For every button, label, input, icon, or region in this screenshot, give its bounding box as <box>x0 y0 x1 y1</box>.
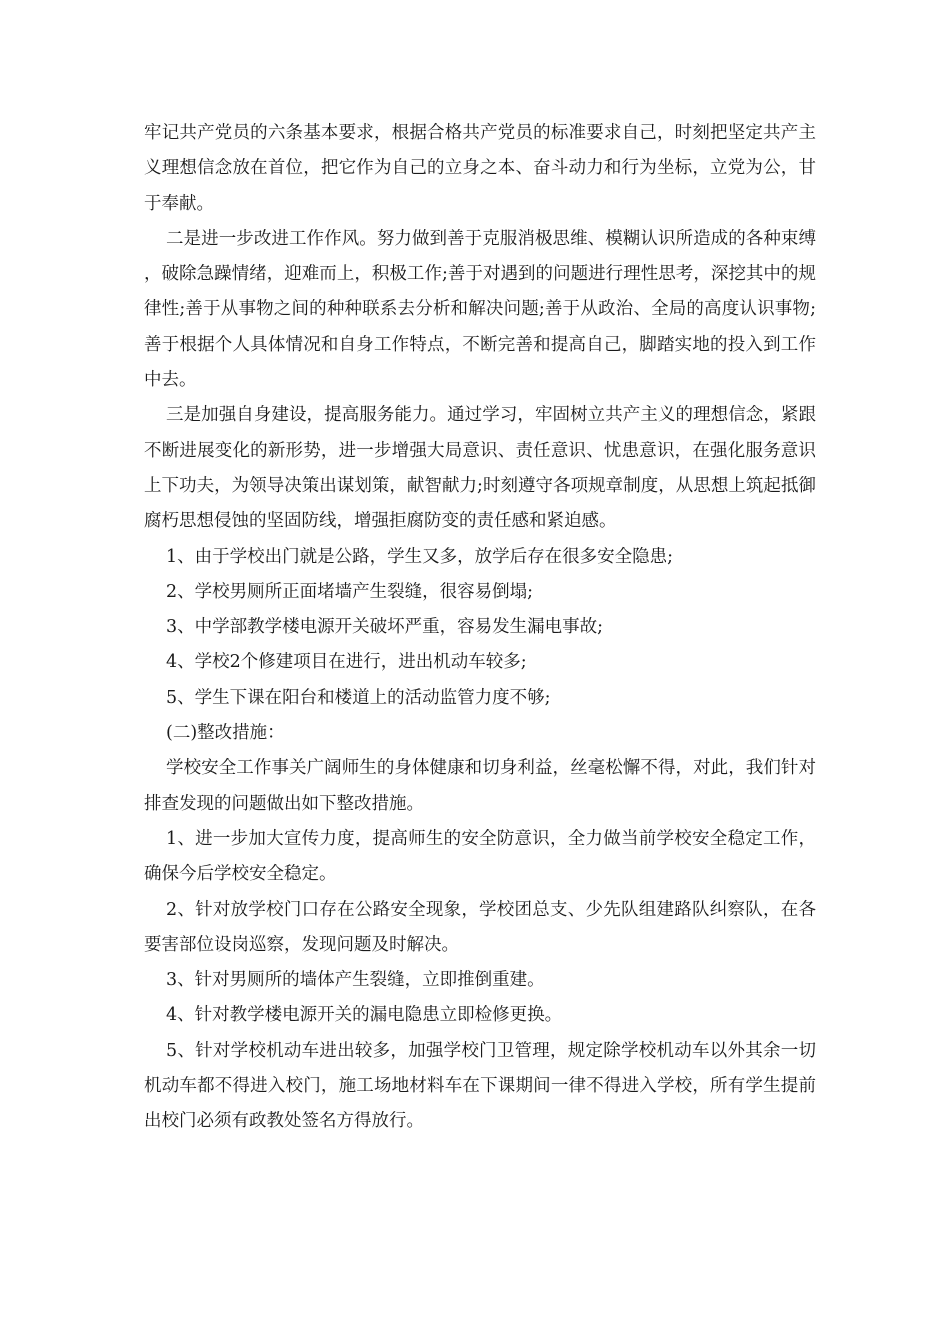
hazard-item-2: 2、学校男厕所正面堵墙产生裂缝，很容易倒塌; <box>166 581 534 602</box>
paragraph-self-building: 三是加强自身建设，提高服务能力。通过学习，牢固树立共产主义的理想信念，紧跟不断进展变化的新形势，进一步增强大局意识、责任意识、忧患意识，在强化服务意识上下功夫，为领导决策出谋划策，献智献力;时刻遵守各项规章制度，从思想上筑起抵御腐朽思想侵蚀的坚固防线，增强拒腐防变的责任感和紧迫感。 <box>144 405 816 532</box>
hazard-item-4: 4、学校2个修建项目在进行，进出机动车较多; <box>166 652 527 673</box>
paragraph-measures-intro: 学校安全工作事关广阔师生的身体健康和切身利益，丝毫松懈不得，对此，我们针对排查发现的问题做出如下整改措施。 <box>144 758 816 814</box>
measure-item-1: 1、进一步加大宣传力度，提高师生的安全防意识，全力做当前学校安全稳定工作，确保今后学校安全稳定。 <box>144 828 816 885</box>
measure-item-5: 5、针对学校机动车进出较多，加强学校门卫管理，规定除学校机动车以外其余一切机动车都不得进入校门，施工场地材料车在下课期间一律不得进入学校，所有学生提前出校门必须有政教处签名方得放行。 <box>144 1040 816 1132</box>
measure-item-3: 3、针对男厕所的墙体产生裂缝，立即推倒重建。 <box>166 970 545 991</box>
hazard-item-1: 1、由于学校出门就是公路，学生又多，放学后存在很多安全隐患; <box>166 546 674 567</box>
measure-item-4: 4、针对教学楼电源开关的漏电隐患立即检修更换。 <box>166 1005 563 1026</box>
paragraph-party-requirements: 牢记共产党员的六条基本要求，根据合格共产党员的标准要求自己，时刻把坚定共产主义理想信念放在首位，把它作为自己的立身之本、奋斗动力和行为坐标，立党为公，甘于奉献。 <box>144 123 816 214</box>
paragraph-work-style: 二是进一步改进工作作风。努力做到善于克服消极思维、模糊认识所造成的各种束缚，破除急躁情绪，迎难而上，积极工作;善于对遇到的问题进行理性思考，深挖其中的规律性;善于从事物之间的种种联系去分析和解决问题;善于从政治、全局的高度认识事物;善于根据个人具体情况和自身工作特点，不断完善和提高自己，脚踏实地的投入到工作中去。 <box>144 228 816 391</box>
hazard-item-5: 5、学生下课在阳台和楼道上的活动监管力度不够; <box>166 687 551 708</box>
hazard-item-3: 3、中学部教学楼电源开关破坏严重，容易发生漏电事故; <box>166 617 604 638</box>
section-heading-measures: (二)整改措施： <box>166 723 285 744</box>
document-body <box>144 116 816 1140</box>
measure-item-2: 2、针对放学校门口存在公路安全现象，学校团总支、少先队组建路队纠察队，在各要害部位设岗巡察，发现问题及时解决。 <box>144 899 816 955</box>
